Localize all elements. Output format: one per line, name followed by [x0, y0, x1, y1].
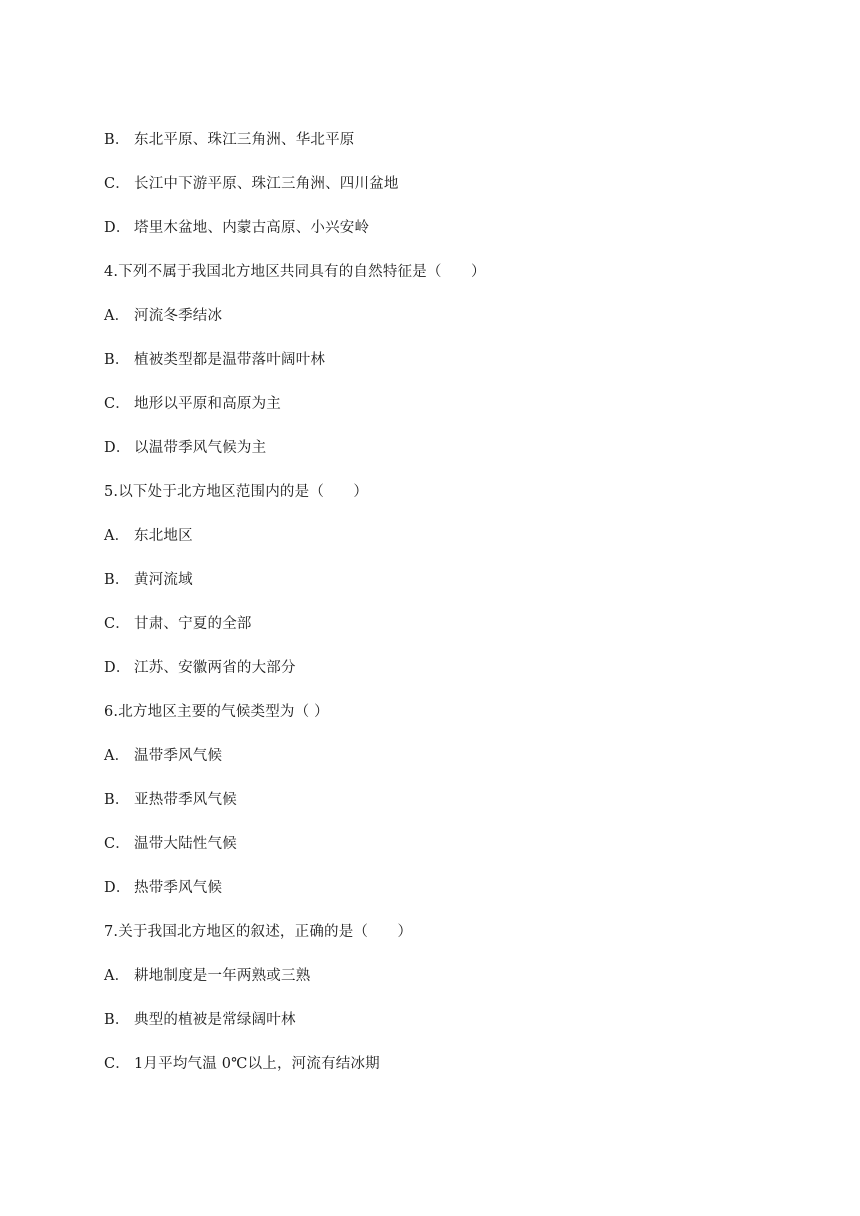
option-text: 亚热带季风气候	[134, 792, 237, 808]
option-3b	[104, 130, 355, 150]
option-letter: A．	[104, 308, 130, 324]
option-text: 温带大陆性气候	[134, 836, 237, 852]
option-text: 江苏、安徽两省的大部分	[134, 660, 296, 676]
question-4: 4.下列不属于我国北方地区共同具有的自然特征是（ ）	[104, 264, 486, 280]
option-text: 植被类型都是温带落叶阔叶林	[134, 352, 326, 368]
option-6b	[104, 790, 237, 810]
option-4b	[104, 350, 325, 370]
option-text: 甘肃、宁夏的全部	[134, 616, 252, 632]
option-6c	[104, 834, 237, 854]
option-text: 长江中下游平原、珠江三角洲、四川盆地	[134, 176, 399, 192]
option-4c	[104, 394, 281, 414]
option-4a	[104, 306, 222, 326]
option-text: 热带季风气候	[134, 880, 223, 896]
option-letter: C．	[104, 1056, 130, 1072]
option-letter: A．	[104, 748, 130, 764]
option-letter: A．	[104, 528, 130, 544]
option-text: 耕地制度是一年两熟或三熟	[134, 968, 311, 984]
option-letter: C．	[104, 616, 130, 632]
question-7: 7.关于我国北方地区的叙述，正确的是（ ）	[104, 924, 413, 940]
option-text: 东北地区	[134, 528, 193, 544]
option-text: 典型的植被是常绿阔叶林	[134, 1012, 296, 1028]
option-letter: C．	[104, 176, 130, 192]
option-text: 塔里木盆地、内蒙古高原、小兴安岭	[134, 220, 370, 236]
option-5b	[104, 570, 193, 590]
option-text: 黄河流域	[134, 572, 193, 588]
option-6d	[104, 878, 222, 898]
option-text: 河流冬季结冰	[134, 308, 223, 324]
option-text: 地形以平原和高原为主	[134, 396, 281, 412]
option-letter: A．	[104, 968, 130, 984]
question-5: 5.以下处于北方地区范围内的是（ ）	[104, 484, 369, 500]
option-3c	[104, 174, 399, 194]
option-letter: B．	[104, 352, 130, 368]
option-letter: C．	[104, 396, 130, 412]
option-7a	[104, 966, 310, 986]
option-text: 1月平均气温 0℃以上，河流有结冰期	[134, 1056, 380, 1072]
option-letter: D．	[104, 660, 131, 676]
question-6: 6.北方地区主要的气候类型为（ ）	[104, 704, 329, 720]
option-letter: D．	[104, 220, 131, 236]
option-5a	[104, 526, 193, 546]
option-letter: B．	[104, 132, 130, 148]
option-7b	[104, 1010, 296, 1030]
option-letter: B．	[104, 1012, 130, 1028]
option-3d	[104, 218, 369, 238]
option-text: 东北平原、珠江三角洲、华北平原	[134, 132, 355, 148]
option-letter: D．	[104, 880, 131, 896]
option-5d	[104, 658, 296, 678]
option-5c	[104, 614, 252, 634]
option-4d	[104, 438, 266, 458]
option-letter: C．	[104, 836, 130, 852]
option-text: 温带季风气候	[134, 748, 223, 764]
option-letter: D．	[104, 440, 131, 456]
option-text: 以温带季风气候为主	[134, 440, 267, 456]
option-7c	[104, 1054, 380, 1074]
option-letter: B．	[104, 572, 130, 588]
option-letter: B．	[104, 792, 130, 808]
option-6a	[104, 746, 222, 766]
